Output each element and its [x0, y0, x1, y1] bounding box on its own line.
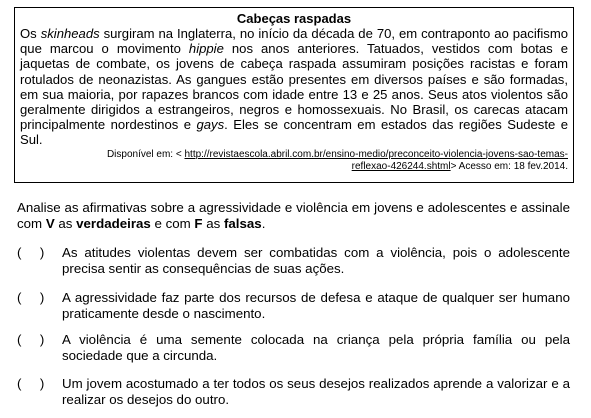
instruction-segment: Analise as afirmativas sobre a agressividade e violência em jovens e adolescentes e assinale com — [17, 200, 570, 231]
instruction-bold: falsas — [223, 216, 262, 231]
instruction-bold: verdadeiras — [76, 216, 151, 231]
answer-blank[interactable]: ( ) — [17, 376, 45, 391]
statement-item — [17, 376, 570, 408]
statement-item — [17, 332, 570, 364]
source-prefix: Disponível em: < — [106, 148, 185, 160]
source-suffix: > Acesso em: 18 fev.2014. — [450, 160, 568, 172]
statement-text: Um jovem acostumado a ter todos os seus desejos realizados aprende a valorizar e a realizar os desejos do outro. — [62, 376, 570, 407]
excerpt-segment: surgiram na Inglaterra, no início da década de 70, em contraponto ao pacifismo que marcou o movimento — [20, 26, 569, 57]
excerpt-title: Cabeças raspadas — [236, 11, 352, 26]
source-link[interactable]: reflexao-426244.shtml — [351, 160, 451, 172]
statement-item — [17, 290, 570, 322]
excerpt-italic-term: gays — [196, 117, 225, 133]
instruction-bold: V — [45, 216, 55, 231]
instruction-segment: as — [202, 216, 224, 231]
excerpt-italic-term: skinheads — [40, 26, 100, 41]
statement-item — [17, 245, 570, 277]
excerpt-source — [20, 149, 568, 173]
excerpt-body — [20, 26, 568, 148]
statement-text: A violência é uma semente colocada na criança pela própria família ou pela sociedade que a circunda. — [62, 332, 570, 363]
instruction-segment: e com — [150, 216, 195, 231]
answer-blank[interactable]: ( ) — [17, 290, 45, 305]
source-link[interactable]: http://revistaescola.abril.com.br/ensino-medio/preconceito-violencia-jovens-sao-temas- — [184, 148, 568, 160]
excerpt-segment: . Eles se concentram em estados das regiões Sudeste e Sul. — [20, 117, 568, 148]
instruction-bold: F — [194, 216, 203, 231]
question-instruction — [17, 200, 570, 232]
excerpt-italic-term: hippie — [188, 41, 224, 57]
excerpt-segment: Os — [20, 26, 41, 41]
statement-text: As atitudes violentas devem ser combatidas com a violência, pois o adolescente precisa sentir as consequências de suas ações. — [62, 245, 570, 276]
instruction-segment: as — [54, 216, 77, 231]
excerpt-segment: nos anos anteriores. Tatuados, vestidos com botas e jaquetas de combate, os jovens de cabeça raspada assumiram posições racistas e foram rotulados de neonazistas. As gangues estão presentes em diversos países e são formadas, em sua maioria, por rapazes brancos com idade entre 13 e 25 anos. Seus atos violentos são geralmente dirigidos a estrangeiros, negros e homossexuais. No Brasil, os carecas atacam principalmente nordestinos e — [20, 41, 568, 133]
answer-blank[interactable]: ( ) — [17, 245, 45, 260]
answer-blank[interactable]: ( ) — [17, 332, 45, 347]
text-excerpt-box — [14, 7, 574, 183]
instruction-segment: . — [261, 216, 266, 231]
statement-text: A agressividade faz parte dos recursos de defesa e ataque de qualquer ser humano praticamente desde o nascimento. — [62, 290, 570, 321]
